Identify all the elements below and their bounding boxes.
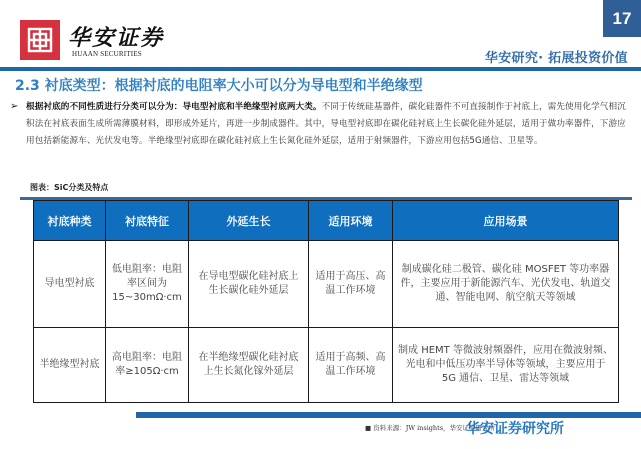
cell-application: 制成碳化硅二极管、碳化硅 MOSFET 等功率器件，主要应用于新能源汽车、光伏发电、轨道交通、智能电网、航空航天等领域 <box>393 241 619 328</box>
cell-environment: 适用于高压、高温工作环境 <box>309 241 393 328</box>
section-title: 2.3 衬底类型：根据衬底的电阻率大小可以分为导电型和半绝缘型 <box>15 78 423 94</box>
cell-feature: 高电阻率：电阻率≥105Ω·cm <box>106 328 189 403</box>
bullet-arrow-icon: ➢ <box>10 101 19 112</box>
square-bullet-icon: ■ <box>365 424 372 432</box>
header-substrate-feature: 衬底特征 <box>106 201 189 241</box>
tagline: 华安研究· 拓展投资价值 <box>484 51 628 66</box>
table-caption: 图表：SiC分类及特点 <box>30 183 109 192</box>
huaan-logo-mark <box>20 20 60 60</box>
logo-knot-icon <box>25 25 55 55</box>
table-header-row <box>34 201 619 241</box>
header-divider <box>0 67 641 71</box>
page-number: 17 <box>603 0 641 37</box>
header-epitaxy: 外延生长 <box>189 201 309 241</box>
paragraph-lead: 根据衬底的不同性质进行分类可以分为：导电型衬底和半绝缘型衬底两大类。 <box>26 102 322 112</box>
brand-name-chinese: 华安证券 <box>68 25 165 51</box>
paragraph-text: 不同于传统硅基器件，碳化硅器件不可直接制作于衬底上，需先使用化学气相沉积法在衬底表面生成所需薄膜材料，即形成外延片，再进一步制成器件。其中，导电型衬底即在碳化硅衬底上生长碳化硅外延层，适用于做功率器件，下游应用包括新能源车、光伏发电等。半绝缘型衬底即在碳化硅衬底上生长氮化硅外延层，适用于射频器件，下游应用包括5G通信、卫星等。 <box>26 102 626 146</box>
sic-classification-table <box>33 200 619 403</box>
footer-brand: 华安证券研究所 <box>466 421 564 437</box>
cell-epitaxy: 在导电型碳化硅衬底上生长碳化硅外延层 <box>189 241 309 328</box>
header-environment: 适用环境 <box>309 201 393 241</box>
body-paragraph <box>26 99 631 150</box>
cell-feature: 低电阻率：电阻率区间为15~30mΩ·cm <box>106 241 189 328</box>
source-text: 资料来源：JW insights，华安证券研究所 <box>373 424 496 432</box>
brand-name-english: HUAAN SECURITIES <box>72 50 142 58</box>
cell-application: 制成 HEMT 等微波射频器件，应用在微波射频、光电和中低压功率半导体等领域，主要应用于 5G 通信、卫星、雷达等领域 <box>393 328 619 403</box>
cell-type: 半绝缘型衬底 <box>34 328 106 403</box>
footer-divider <box>136 412 641 418</box>
header-application: 应用场景 <box>393 201 619 241</box>
cell-environment: 适用于高频、高温工作环境 <box>309 328 393 403</box>
cell-epitaxy: 在半绝缘型碳化硅衬底上生长氮化镓外延层 <box>189 328 309 403</box>
header-substrate-type: 衬底种类 <box>34 201 106 241</box>
table-row <box>34 328 619 403</box>
cell-type: 导电型衬底 <box>34 241 106 328</box>
table-row <box>34 241 619 328</box>
